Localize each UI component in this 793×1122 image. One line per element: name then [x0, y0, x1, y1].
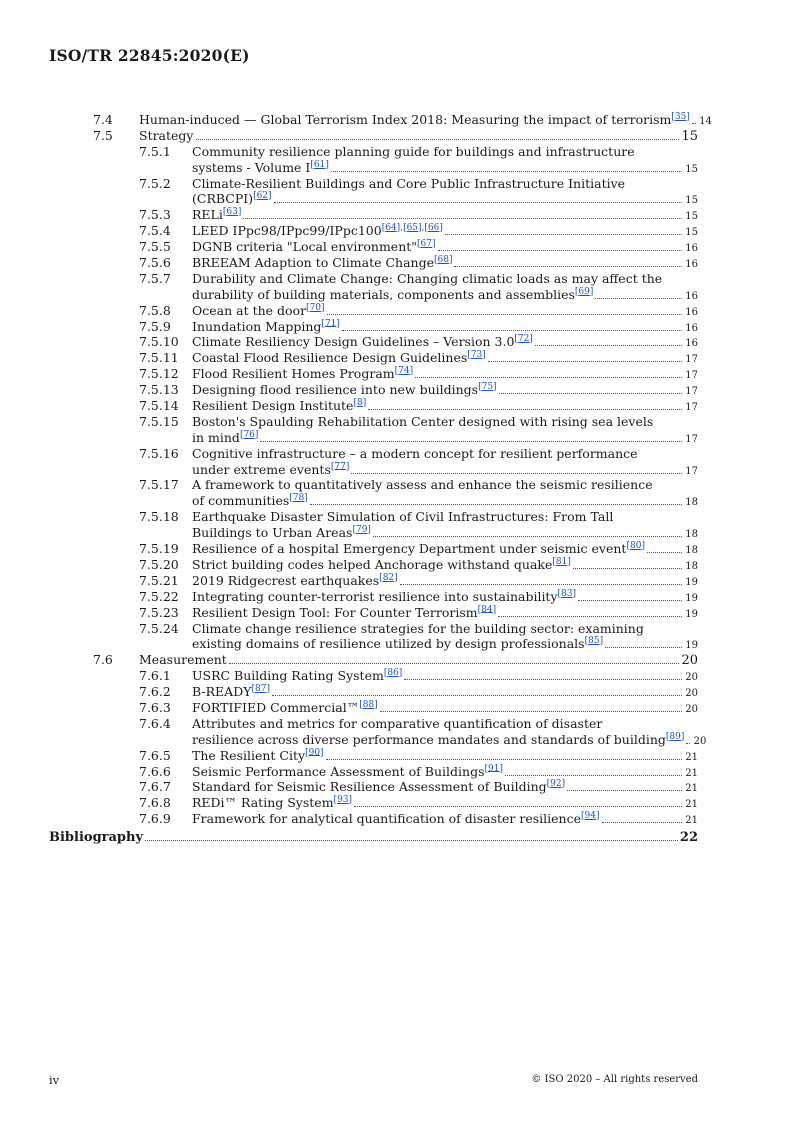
toc-entry-text: The Resilient City: [192, 747, 306, 763]
dot-leader: [499, 382, 682, 394]
toc-entry-text: in mind: [192, 429, 240, 445]
toc-entry-line[interactable]: [0, 779, 793, 795]
toc-entry-title[interactable]: Human-induced — Global Terrorism Index 2018: Measuring the impact of terrorism[35]: [139, 111, 690, 127]
toc-entry-number: 7.6.9: [139, 811, 171, 827]
toc-entry-text: Seismic Performance Assessment of Buildings: [192, 763, 485, 779]
citation-link[interactable]: 8: [356, 397, 363, 408]
toc-entry-line[interactable]: [0, 430, 793, 446]
toc-page-number[interactable]: 20: [685, 672, 698, 684]
citation-link[interactable]: 74: [398, 366, 410, 377]
toc-entry-line[interactable]: [0, 414, 793, 430]
toc-entry-text: LEED IPpc98/IPpc99/IPpc100: [192, 223, 382, 239]
citation-link[interactable]: 76: [243, 429, 255, 440]
dot-leader: [326, 748, 682, 760]
toc-page-number[interactable]: 20: [685, 703, 698, 715]
toc-entry-line[interactable]: [0, 573, 793, 589]
dot-leader: [229, 652, 680, 664]
toc-entry-number: 7.5.21: [139, 572, 179, 588]
toc-entry-number: 7.4: [93, 112, 113, 127]
toc-entry-line[interactable]: [0, 636, 793, 652]
toc-page-number[interactable]: 21: [685, 799, 698, 811]
toc-entry-line[interactable]: [0, 732, 793, 748]
toc-page-number[interactable]: 16: [685, 306, 698, 318]
toc-entry-title[interactable]: Coastal Flood Resilience Design Guidelines[73]: [192, 350, 486, 366]
toc-page-number[interactable]: 17: [685, 402, 698, 414]
toc-entry-number: 7.6.1: [139, 668, 171, 684]
toc-entry-title[interactable]: The Resilient City[90]: [192, 747, 324, 763]
toc-entry-line[interactable]: [0, 462, 793, 478]
toc-entry-title[interactable]: [192, 271, 662, 287]
toc-entry-line[interactable]: [0, 382, 793, 398]
toc-page-number[interactable]: 16: [685, 243, 698, 255]
citation-link[interactable]: 86: [387, 668, 399, 679]
dot-leader: [342, 319, 682, 331]
toc-entry-title[interactable]: Standard for Seismic Resilience Assessment of Building[92]: [192, 779, 566, 795]
toc-entry-title[interactable]: [192, 144, 635, 160]
dot-leader: [404, 668, 682, 680]
toc-entry-number: 7.5.4: [139, 223, 171, 239]
dot-leader: [331, 160, 682, 172]
toc-entry-line[interactable]: [0, 557, 793, 573]
toc-entry-line[interactable]: [0, 287, 793, 303]
dot-leader: [445, 223, 682, 235]
toc-page-number[interactable]: 20: [693, 735, 707, 747]
toc-entry-line[interactable]: [0, 477, 793, 493]
citation-link[interactable]: 77: [334, 461, 346, 472]
toc-entry-title[interactable]: [139, 128, 194, 144]
toc-entry-number: 7.5.17: [139, 477, 179, 493]
toc-entry-text: resilience across diverse performance mandates and standards of building: [192, 731, 666, 747]
toc-entry-text: Resilience of a hospital Emergency Department under seismic event: [192, 541, 627, 557]
citation-link[interactable]: 65: [406, 223, 419, 234]
toc-entry-number: 7.5.8: [139, 302, 171, 318]
citation-link[interactable]: 66: [427, 223, 440, 234]
toc-entry-text: B-READY: [192, 684, 252, 700]
citation-link[interactable]: 90: [308, 747, 321, 758]
toc-entry-line[interactable]: [0, 271, 793, 287]
citation-link[interactable]: 78: [292, 493, 305, 504]
toc-entry-number: 7.5.14: [139, 398, 179, 414]
toc-entry-title[interactable]: [192, 477, 653, 493]
toc-entry-text: Strict building codes helped Anchorage withstand quake: [192, 556, 553, 572]
toc-page-number[interactable]: 15: [685, 163, 698, 175]
toc-entry-line[interactable]: [0, 621, 793, 637]
toc-entry-line[interactable]: [0, 589, 793, 605]
dot-leader: [573, 557, 682, 569]
dot-leader: [686, 732, 690, 744]
dot-leader: [488, 350, 682, 362]
dot-leader: [354, 795, 682, 807]
citation-link[interactable]: 62: [256, 191, 269, 202]
toc-page-number[interactable]: 21: [685, 783, 698, 795]
toc-entry-line[interactable]: [0, 764, 793, 780]
dot-leader: [145, 829, 678, 841]
toc-page-number[interactable]: 17: [685, 386, 698, 398]
toc-entry-number: 7.5.19: [139, 541, 179, 557]
toc-entry-title[interactable]: [192, 509, 613, 525]
toc-page-number[interactable]: 17: [685, 370, 698, 382]
citation-link[interactable]: 94: [584, 811, 596, 822]
dot-leader: [243, 207, 682, 219]
toc-page-number[interactable]: 15: [681, 128, 698, 144]
toc-entry-title[interactable]: [139, 652, 227, 668]
toc-entry-line[interactable]: [0, 525, 793, 541]
toc-entry-line[interactable]: [0, 541, 793, 557]
toc-entry-title[interactable]: in mind[76]: [192, 429, 259, 445]
toc-entry-line[interactable]: [0, 255, 793, 271]
toc-entry-number: 7.5.2: [139, 175, 171, 191]
toc-page-number[interactable]: 16: [685, 338, 698, 350]
toc-entry-number: 7.5: [93, 127, 113, 143]
citation-link[interactable]: 81: [555, 556, 568, 567]
toc-entry-line[interactable]: [0, 112, 793, 128]
citation-link[interactable]: 89: [669, 731, 681, 742]
toc-page-number[interactable]: 17: [685, 433, 698, 445]
toc-entry-line[interactable]: [0, 334, 793, 350]
toc-entry-text: Climate Resiliency Design Guidelines – Version 3.0: [192, 334, 515, 350]
toc-entry-number: 7.5.23: [139, 604, 179, 620]
dot-leader: [351, 462, 682, 474]
toc-entry-title[interactable]: RELi[63]: [192, 207, 242, 223]
dot-leader: [380, 700, 682, 712]
toc-entry-title[interactable]: existing domains of resilience utilized by design professionals[85]: [192, 636, 604, 652]
citation-link[interactable]: 93: [337, 795, 349, 806]
toc-entry-number: 7.5.11: [139, 350, 179, 366]
toc-entry-line[interactable]: [0, 605, 793, 621]
citation-link[interactable]: 73: [470, 350, 483, 361]
toc-entry-title[interactable]: (CRBCPI)[62]: [192, 191, 272, 207]
toc-entry-line[interactable]: [0, 398, 793, 414]
dot-leader: [310, 493, 682, 505]
toc-entry-title[interactable]: durability of building materials, components and assemblies[69]: [192, 286, 594, 302]
toc-entry-title[interactable]: resilience across diverse performance mandates and standards of building[89]: [192, 731, 685, 747]
toc-entry-title[interactable]: Resilient Design Tool: For Counter Terrorism[84]: [192, 604, 497, 620]
citation-link[interactable]: 69: [578, 286, 590, 297]
copyright-notice: © ISO 2020 – All rights reserved: [531, 1074, 698, 1085]
toc-entry-title[interactable]: of communities[78]: [192, 493, 308, 509]
toc-entry-text: Cognitive infrastructure – a modern concept for resilient performance: [192, 445, 638, 461]
toc-entry-line[interactable]: [0, 811, 793, 827]
dot-leader: [498, 605, 682, 617]
dot-leader: [274, 191, 682, 203]
toc-entry-text: Resilient Design Tool: For Counter Terrorism: [192, 604, 478, 620]
dot-leader: [400, 573, 682, 585]
toc-entry-number: 7.6.4: [139, 715, 171, 731]
toc-page-number[interactable]: 18: [685, 545, 698, 557]
dot-leader: [373, 525, 682, 537]
toc-entry-title[interactable]: REDi™ Rating System[93]: [192, 795, 353, 811]
dot-leader: [578, 589, 682, 601]
toc-entry-number: 7.5.1: [139, 143, 171, 159]
citation-link[interactable]: 61: [313, 159, 326, 170]
toc-entry-title[interactable]: Seismic Performance Assessment of Buildings[91]: [192, 763, 503, 779]
toc-page-number[interactable]: 19: [685, 608, 698, 620]
toc-entry-line[interactable]: [0, 223, 793, 239]
toc-entry-text: durability of building materials, components and assemblies: [192, 286, 575, 302]
citation-link[interactable]: 84: [481, 604, 493, 615]
citation-link[interactable]: 80: [629, 540, 642, 551]
toc-page-number[interactable]: 19: [685, 592, 698, 604]
toc-entry-number: 7.5.18: [139, 509, 179, 525]
toc-entry-line[interactable]: [0, 350, 793, 366]
toc-entry-title[interactable]: [192, 446, 638, 462]
toc-entry-text: Community resilience planning guide for buildings and infrastructure: [192, 143, 635, 159]
toc-page-number[interactable]: 16: [685, 259, 698, 271]
toc-entry-text: A framework to quantitatively assess and enhance the seismic resilience: [192, 477, 653, 493]
dot-leader: [415, 366, 682, 378]
toc-entry-number: 7.5.12: [139, 366, 179, 382]
toc-entry-number: 7.6.2: [139, 684, 171, 700]
toc-entry-text: Climate-Resilient Buildings and Core Public Infrastructure Initiative: [192, 175, 626, 191]
toc-entry-line[interactable]: [0, 239, 793, 255]
toc-page-number[interactable]: 17: [685, 465, 698, 477]
toc-entry-text: Strategy: [139, 127, 194, 143]
toc-entry-line[interactable]: [0, 160, 793, 176]
toc-page-number[interactable]: 16: [685, 322, 698, 334]
toc-entry-text: Human-induced — Global Terrorism Index 2018: Measuring the impact of terrorism: [139, 112, 672, 127]
citation-link[interactable]: 71: [324, 318, 337, 329]
toc-entry-title[interactable]: systems - Volume I[61]: [192, 159, 329, 175]
toc-entry-text: 2019 Ridgecrest earthquakes: [192, 572, 380, 588]
toc-entry-line[interactable]: [0, 176, 793, 192]
dot-leader: [692, 112, 696, 124]
toc-entry-number: 7.5.6: [139, 255, 171, 271]
toc-page-number[interactable]: 17: [685, 354, 698, 366]
citation-link[interactable]: 88: [362, 699, 375, 710]
citation-link[interactable]: 87: [255, 683, 267, 694]
toc-entry-text: Designing flood resilience into new buildings: [192, 382, 479, 398]
toc-entry-number: 7.5.3: [139, 207, 171, 223]
citation-link[interactable]: 79: [355, 525, 368, 535]
toc-entry-line[interactable]: [0, 207, 793, 223]
toc-page-number[interactable]: 15: [685, 227, 698, 239]
toc-entry-line[interactable]: [0, 668, 793, 684]
toc-entry-text: Resilient Design Institute: [192, 398, 354, 414]
toc-entry-text: Durability and Climate Change: Changing climatic loads as may affect the: [192, 270, 663, 286]
toc-entry-line[interactable]: [0, 748, 793, 764]
toc-entry-number: 7.5.9: [139, 318, 171, 334]
dot-leader: [438, 239, 682, 251]
citation-link[interactable]: 35: [674, 111, 687, 122]
toc-page-number[interactable]: 18: [685, 529, 698, 541]
toc-page-number[interactable]: 19: [685, 640, 698, 652]
page-number: iv: [49, 1073, 60, 1087]
toc-entry-line[interactable]: [0, 795, 793, 811]
toc-entry-title[interactable]: Climate Resiliency Design Guidelines – Version 3.0[72]: [192, 334, 533, 350]
toc-entry-text: Inundation Mapping: [192, 318, 322, 334]
toc-entry-line[interactable]: [0, 303, 793, 319]
dot-leader: [647, 541, 682, 553]
toc-entry-line[interactable]: [0, 144, 793, 160]
bibliography-page[interactable]: 22: [679, 830, 698, 846]
table-of-contents: [0, 112, 793, 845]
toc-entry-text: Measurement: [139, 652, 227, 668]
toc-entry-line[interactable]: [0, 716, 793, 732]
toc-entry-line[interactable]: [0, 319, 793, 335]
citation-link[interactable]: 75: [481, 381, 494, 392]
toc-entry-line[interactable]: [0, 509, 793, 525]
toc-entry-number: 7.5.24: [139, 620, 179, 636]
toc-page-number[interactable]: 18: [685, 497, 698, 509]
dot-leader: [605, 636, 682, 648]
citation-link[interactable]: 85: [588, 636, 600, 647]
toc-entry-text: Attributes and metrics for comparative quantification of disaster: [192, 715, 603, 731]
toc-entry-text: BREEAM Adaption to Climate Change: [192, 255, 434, 271]
toc-entry-title[interactable]: Resilient Design Institute[8]: [192, 397, 367, 414]
toc-entry-title[interactable]: Flood Resilient Homes Program[74]: [192, 366, 414, 382]
toc-entry-title[interactable]: Resilience of a hospital Emergency Department under seismic event[80]: [192, 540, 645, 557]
toc-entry-number: 7.5.5: [139, 239, 171, 255]
dot-leader: [368, 398, 682, 410]
dot-leader: [327, 303, 682, 315]
toc-entry-text: Buildings to Urban Areas: [192, 525, 353, 541]
dot-leader: [196, 128, 680, 140]
citation-link[interactable]: 91: [488, 763, 500, 774]
toc-entry-text: USRC Building Rating System: [192, 668, 384, 684]
toc-entry-line[interactable]: [0, 652, 793, 668]
toc-entry-number: 7.5.22: [139, 588, 179, 604]
citation-link[interactable]: 63: [226, 207, 238, 218]
toc-entry-text: Framework for analytical quantification of disaster resilience: [192, 811, 582, 827]
toc-entry-text: REDi™ Rating System: [192, 795, 334, 811]
toc-entry-text: existing domains of resilience utilized by design professionals: [192, 636, 585, 652]
toc-entry-title[interactable]: Designing flood resilience into new buildings[75]: [192, 381, 497, 398]
toc-entry-number: 7.5.13: [139, 382, 179, 398]
toc-entry-title[interactable]: [192, 176, 625, 192]
toc-page-number[interactable]: 14: [699, 116, 712, 127]
dot-leader: [272, 684, 682, 696]
toc-entry-number: 7.6: [93, 652, 113, 668]
document-id-header: ISO/TR 22845:2020(E): [49, 46, 250, 65]
dot-leader: [535, 334, 682, 346]
toc-entry-line[interactable]: [0, 446, 793, 462]
toc-page-number[interactable]: 16: [685, 290, 698, 302]
toc-entry-title[interactable]: Integrating counter-terrorist resilience into sustainability[83]: [192, 588, 577, 604]
toc-entry-number: 7.5.16: [139, 445, 179, 461]
toc-entry-text: of communities: [192, 493, 290, 509]
toc-entry-number: 7.6.7: [139, 779, 171, 795]
toc-entry-number: 7.5.10: [139, 334, 179, 350]
toc-entry-text: (CRBCPI): [192, 191, 254, 207]
toc-bibliography[interactable]: [0, 829, 793, 845]
citation-link[interactable]: 92: [550, 779, 562, 790]
toc-entry-line[interactable]: [0, 684, 793, 700]
toc-entry-number: 7.6.5: [139, 747, 171, 763]
toc-page-number[interactable]: 15: [685, 195, 698, 207]
toc-entry-title[interactable]: LEED IPpc98/IPpc99/IPpc100[64],[65],[66]: [192, 223, 443, 239]
toc-entry-title[interactable]: [192, 716, 602, 732]
toc-entry-number: 7.6.8: [139, 795, 171, 811]
toc-page-number[interactable]: 20: [681, 653, 698, 669]
toc-entry-title[interactable]: 2019 Ridgecrest earthquakes[82]: [192, 572, 398, 588]
toc-entry-text: systems - Volume I: [192, 159, 311, 175]
toc-entry-title[interactable]: USRC Building Rating System[86]: [192, 668, 403, 684]
toc-entry-text: Integrating counter-terrorist resilience into sustainability: [192, 588, 558, 604]
toc-entry-text: Ocean at the door: [192, 302, 307, 318]
toc-entry-number: 7.5.15: [139, 413, 179, 429]
toc-page-number[interactable]: 21: [685, 751, 698, 763]
bibliography-label[interactable]: Bibliography: [49, 830, 144, 846]
toc-entry-text: RELi: [192, 207, 223, 223]
citation-link[interactable]: 83: [561, 588, 573, 599]
toc-entry-line[interactable]: [0, 128, 793, 144]
toc-entry-line[interactable]: [0, 700, 793, 716]
citation-link[interactable]: 70: [309, 302, 322, 313]
toc-entry-number: 7.5.20: [139, 556, 179, 572]
toc-entry-number: 7.6.3: [139, 699, 171, 715]
toc-entry-text: Climate change resilience strategies for the building sector: examining: [192, 620, 644, 636]
toc-entry-text: FORTIFIED Commercial™: [192, 699, 360, 715]
toc-entry-title[interactable]: DGNB criteria "Local environment"[67]: [192, 238, 436, 255]
dot-leader: [595, 287, 682, 299]
toc-entry-title[interactable]: FORTIFIED Commercial™[88]: [192, 699, 378, 715]
dot-leader: [260, 430, 682, 442]
toc-entry-text: under extreme events: [192, 461, 331, 477]
toc-page-number[interactable]: 15: [685, 211, 698, 223]
toc-page-number[interactable]: 19: [685, 576, 698, 588]
toc-entry-title[interactable]: under extreme events[77]: [192, 461, 350, 477]
toc-entry-text: Earthquake Disaster Simulation of Civil Infrastructures: From Tall: [192, 509, 614, 525]
citation-link[interactable]: 64: [385, 223, 397, 234]
toc-page-number[interactable]: 18: [685, 560, 698, 572]
toc-entry-text: Standard for Seismic Resilience Assessment of Building: [192, 779, 547, 795]
toc-entry-title[interactable]: BREEAM Adaption to Climate Change[68]: [192, 254, 453, 271]
toc-page-number[interactable]: 21: [685, 815, 698, 827]
toc-entry-title[interactable]: Framework for analytical quantification of disaster resilience[94]: [192, 811, 600, 827]
toc-entry-title[interactable]: Buildings to Urban Areas[79]: [192, 525, 371, 541]
toc-entry-title[interactable]: Strict building codes helped Anchorage withstand quake[81]: [192, 556, 571, 572]
dot-leader: [567, 779, 682, 791]
citation-link[interactable]: 82: [382, 572, 395, 583]
dot-leader: [454, 255, 682, 267]
toc-entry-line[interactable]: [0, 366, 793, 382]
toc-entry-number: 7.5.7: [139, 270, 171, 286]
toc-entry-title[interactable]: B-READY[87]: [192, 683, 270, 700]
dot-leader: [505, 764, 682, 776]
toc-entry-title[interactable]: [192, 414, 653, 430]
toc-entry-title[interactable]: [192, 621, 644, 637]
toc-entry-line[interactable]: [0, 191, 793, 207]
dot-leader: [602, 811, 683, 823]
toc-entry-number: 7.6.6: [139, 763, 171, 779]
toc-page-number[interactable]: 21: [685, 767, 698, 779]
toc-entry-line[interactable]: [0, 493, 793, 509]
toc-page-number[interactable]: 20: [685, 688, 698, 700]
toc-entry-title[interactable]: Inundation Mapping[71]: [192, 318, 340, 334]
toc-entry-text: Boston's Spaulding Rehabilitation Center designed with rising sea levels: [192, 413, 654, 429]
citation-link[interactable]: 72: [517, 334, 530, 345]
toc-entry-text: Coastal Flood Resilience Design Guidelines: [192, 350, 468, 366]
toc-entry-text: Flood Resilient Homes Program: [192, 366, 395, 382]
citation-link[interactable]: 68: [437, 254, 449, 265]
toc-entry-text: DGNB criteria "Local environment": [192, 239, 418, 255]
toc-entry-title[interactable]: Ocean at the door[70]: [192, 302, 325, 318]
citation-link[interactable]: 67: [420, 238, 432, 249]
